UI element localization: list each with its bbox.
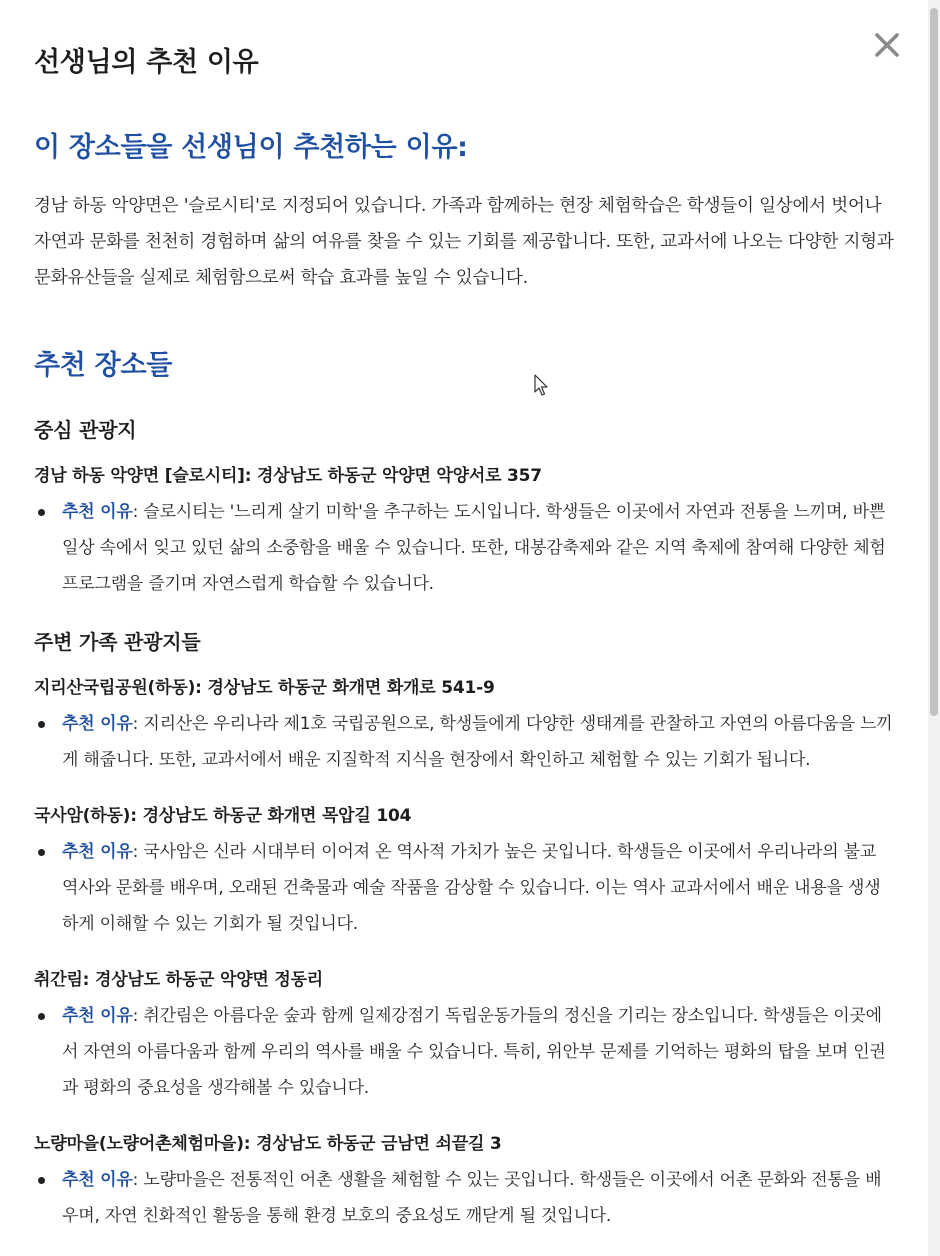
close-icon [868,26,906,64]
content-heading: 이 장소들을 선생님이 추천하는 이유: [34,132,468,163]
modal-title: 선생님의 추천 이유 [34,47,259,78]
place-reason [34,706,896,778]
intro-paragraph: 경남 하동 악양면은 '슬로시티'로 지정되어 있습니다. 가족과 함께하는 현장 체험학습은 학생들이 일상에서 벗어나 자연과 문화를 천천히 경험하며 삶의 여유를 찾을 수 있는 기회를 제공합니다. 또한, 교과서에 나오는 다양한 지형과 문화유산들을 실제로 체험함으로써 학습 효과를 높일 수 있습니다. [34,196,894,288]
place-reason [34,834,896,942]
modal-header [0,0,928,100]
reason-label: 추천 이유 [62,1006,133,1026]
place-item [34,1126,896,1234]
group-heading-central: 중심 관광지 [34,418,137,442]
mouse-cursor-icon [534,374,550,402]
modal-content [34,126,896,1234]
bullet-icon [38,1177,45,1184]
bullet-icon [38,721,45,728]
scrollbar-thumb[interactable] [930,8,938,716]
group-heading-nearby: 주변 가족 관광지들 [34,630,201,654]
close-button[interactable] [868,26,906,64]
place-title: 노량마을(노량어촌체험마을): 경상남도 하동군 금남면 쇠끝길 3 [34,1134,502,1154]
scrollbar[interactable] [928,0,940,1256]
place-reason [34,1162,896,1234]
place-title: 취간림: 경상남도 하동군 악양면 정동리 [34,970,324,990]
section-heading: 추천 장소들 [34,350,173,381]
bullet-icon [38,1013,45,1020]
reason-text: : 지리산은 우리나라 제1호 국립공원으로, 학생들에게 다양한 생태계를 관찰하고 자연의 아름다움을 느끼게 해줍니다. 또한, 교과서에서 배운 지질학적 지식을 현장에서 확인하고 체험할 수 있는 기회가 됩니다. [62,714,893,770]
bullet-icon [38,509,45,516]
reason-label: 추천 이유 [62,714,133,734]
reason-text: : 국사암은 신라 시대부터 이어져 온 역사적 가치가 높은 곳입니다. 학생들은 이곳에서 우리나라의 불교 역사와 문화를 배우며, 오래된 건축물과 예술 작품을 감상할 수 있습니다. 이는 역사 교과서에서 배운 내용을 생생하게 이해할 수 있는 기회가 될 것입니다. [62,842,881,934]
reason-label: 추천 이유 [62,842,133,862]
place-title: 경남 하동 악양면 [슬로시티]: 경상남도 하동군 악양면 악양서로 357 [34,466,542,486]
reason-label: 추천 이유 [62,1170,133,1190]
reason-text: : 취간림은 아름다운 숲과 함께 일제강점기 독립운동가들의 정신을 기리는 장소입니다. 학생들은 이곳에서 자연의 아름다움과 함께 우리의 역사를 배울 수 있습니다. 특히, 위안부 문제를 기억하는 평화의 탑을 보며 인권과 평화의 중요성을 생각해볼 수 있습니다. [62,1006,886,1098]
place-item [34,670,896,778]
place-item [34,458,896,602]
reason-label: 추천 이유 [62,502,133,522]
place-item [34,962,896,1106]
reason-text: : 노량마을은 전통적인 어촌 생활을 체험할 수 있는 곳입니다. 학생들은 이곳에서 어촌 문화와 전통을 배우며, 자연 친화적인 활동을 통해 환경 보호의 중요성도 깨닫게 될 것입니다. [62,1170,882,1226]
place-item [34,798,896,942]
place-reason [34,998,896,1106]
place-reason [34,494,896,602]
place-title: 국사암(하동): 경상남도 하동군 화개면 목압길 104 [34,806,412,826]
place-title: 지리산국립공원(하동): 경상남도 하동군 화개면 화개로 541-9 [34,678,495,698]
reason-text: : 슬로시티는 '느리게 살기 미학'을 추구하는 도시입니다. 학생들은 이곳에서 자연과 전통을 느끼며, 바쁜 일상 속에서 잊고 있던 삶의 소중함을 배울 수 있습니다. 또한, 대봉감축제와 같은 지역 축제에 참여해 다양한 체험 프로그램을 즐기며 자연스럽게 학습할 수 있습니다. [62,502,886,594]
bullet-icon [38,849,45,856]
